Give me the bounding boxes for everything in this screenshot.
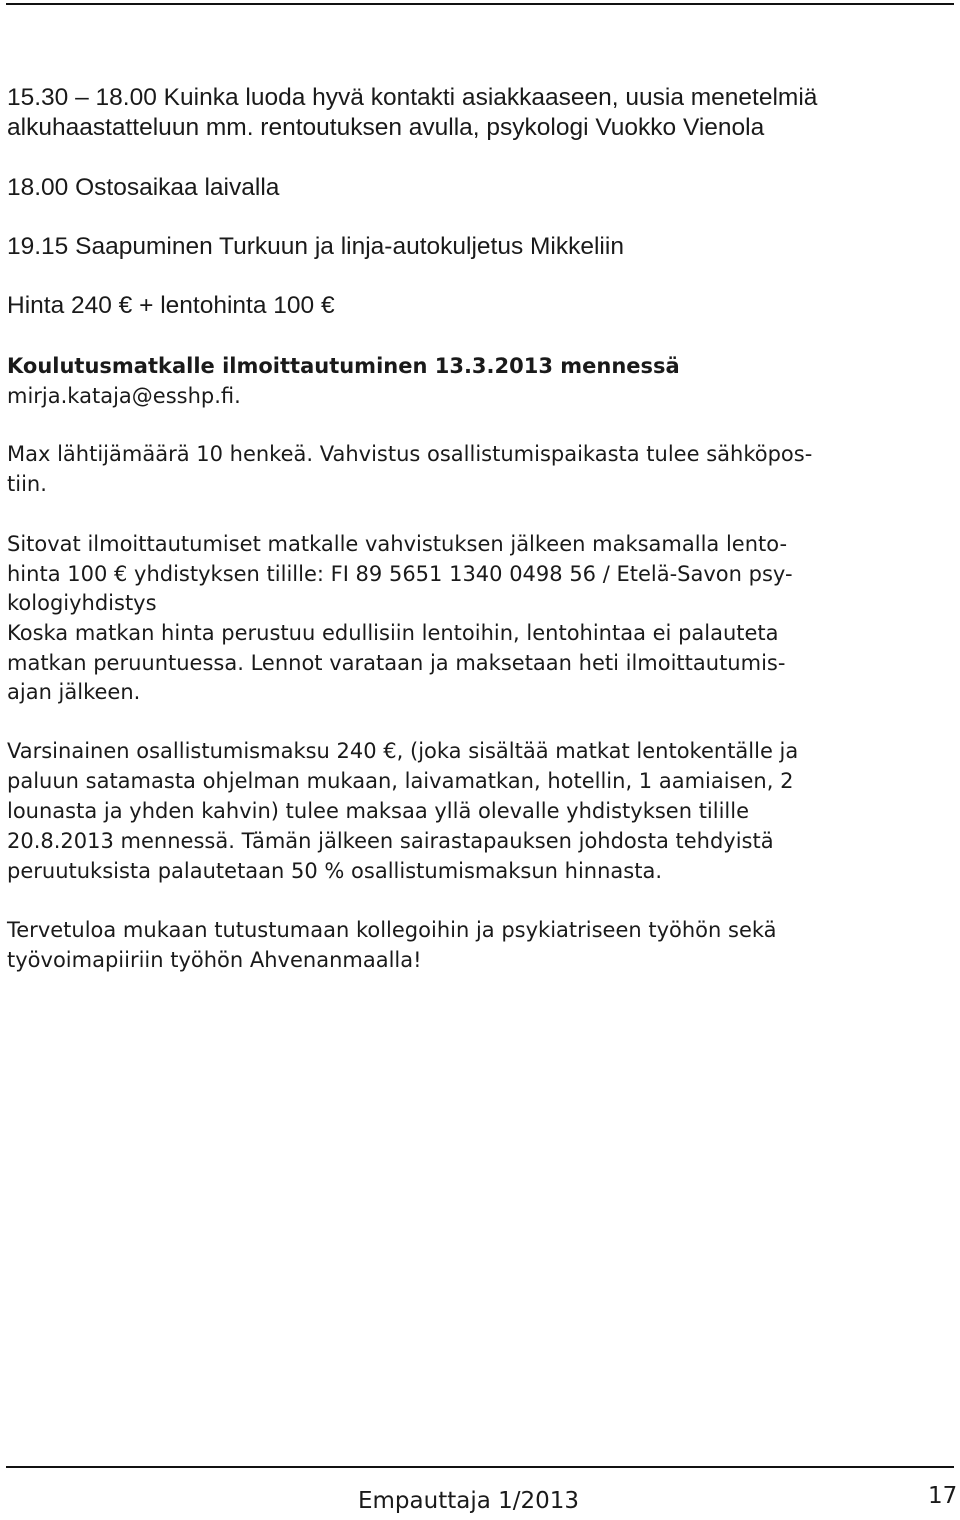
- registration-email: mirja.kataja@esshp.fi.: [7, 384, 241, 408]
- fee-line-4: 20.8.2013 mennessä. Tämän jälkeen sairastapauksen johdosta tehdyistä: [7, 829, 774, 853]
- schedule-line-3: 18.00 Ostosaikaa laivalla: [7, 174, 280, 201]
- binding-line-2: hinta 100 € yhdistyksen tilille: FI 89 5651 1340 0498 56 / Etelä-Savon psy-: [7, 562, 793, 586]
- fee-line-2: paluun satamasta ohjelman mukaan, laivamatkan, hotellin, 1 aamiaisen, 2: [7, 769, 794, 793]
- binding-line-5: matkan peruuntuessa. Lennot varataan ja maksetaan heti ilmoittautumis-: [7, 651, 786, 675]
- footer-publication: Empauttaja 1/2013: [358, 1488, 580, 1514]
- top-rule: [6, 3, 954, 5]
- schedule-line-1: 15.30 – 18.00 Kuinka luoda hyvä kontakti asiakkaaseen, uusia menetelmiä: [7, 84, 818, 111]
- binding-line-6: ajan jälkeen.: [7, 680, 141, 704]
- capacity-line-2: tiin.: [7, 472, 47, 496]
- footer-rule: [6, 1466, 954, 1468]
- capacity-line-1: Max lähtijämäärä 10 henkeä. Vahvistus osallistumispaikasta tulee sähköpos-: [7, 442, 813, 466]
- schedule-line-4: 19.15 Saapuminen Turkuun ja linja-autokuljetus Mikkeliin: [7, 233, 624, 260]
- binding-line-3: kologiyhdistys: [7, 591, 157, 615]
- schedule-line-2: alkuhaastatteluun mm. rentoutuksen avulla, psykologi Vuokko Vienola: [7, 114, 765, 141]
- welcome-line-1: Tervetuloa mukaan tutustumaan kollegoihin ja psykiatriseen työhön sekä: [7, 918, 777, 942]
- binding-line-4: Koska matkan hinta perustuu edullisiin lentoihin, lentohintaa ei palauteta: [7, 621, 779, 645]
- welcome-line-2: työvoimapiiriin työhön Ahvenanmaalla!: [7, 948, 422, 972]
- footer-page-number: 17: [928, 1483, 958, 1509]
- fee-line-3: lounasta ja yhden kahvin) tulee maksaa yllä olevalle yhdistyksen tilille: [7, 799, 750, 823]
- fee-line-1: Varsinainen osallistumismaksu 240 €, (joka sisältää matkat lentokentälle ja: [7, 739, 799, 763]
- price-line: Hinta 240 € + lentohinta 100 €: [7, 292, 335, 319]
- fee-line-5: peruutuksista palautetaan 50 % osallistumismaksun hinnasta.: [7, 859, 662, 883]
- registration-deadline: Koulutusmatkalle ilmoittautuminen 13.3.2013 mennessä: [7, 354, 680, 378]
- binding-line-1: Sitovat ilmoittautumiset matkalle vahvistuksen jälkeen maksamalla lento-: [7, 532, 788, 556]
